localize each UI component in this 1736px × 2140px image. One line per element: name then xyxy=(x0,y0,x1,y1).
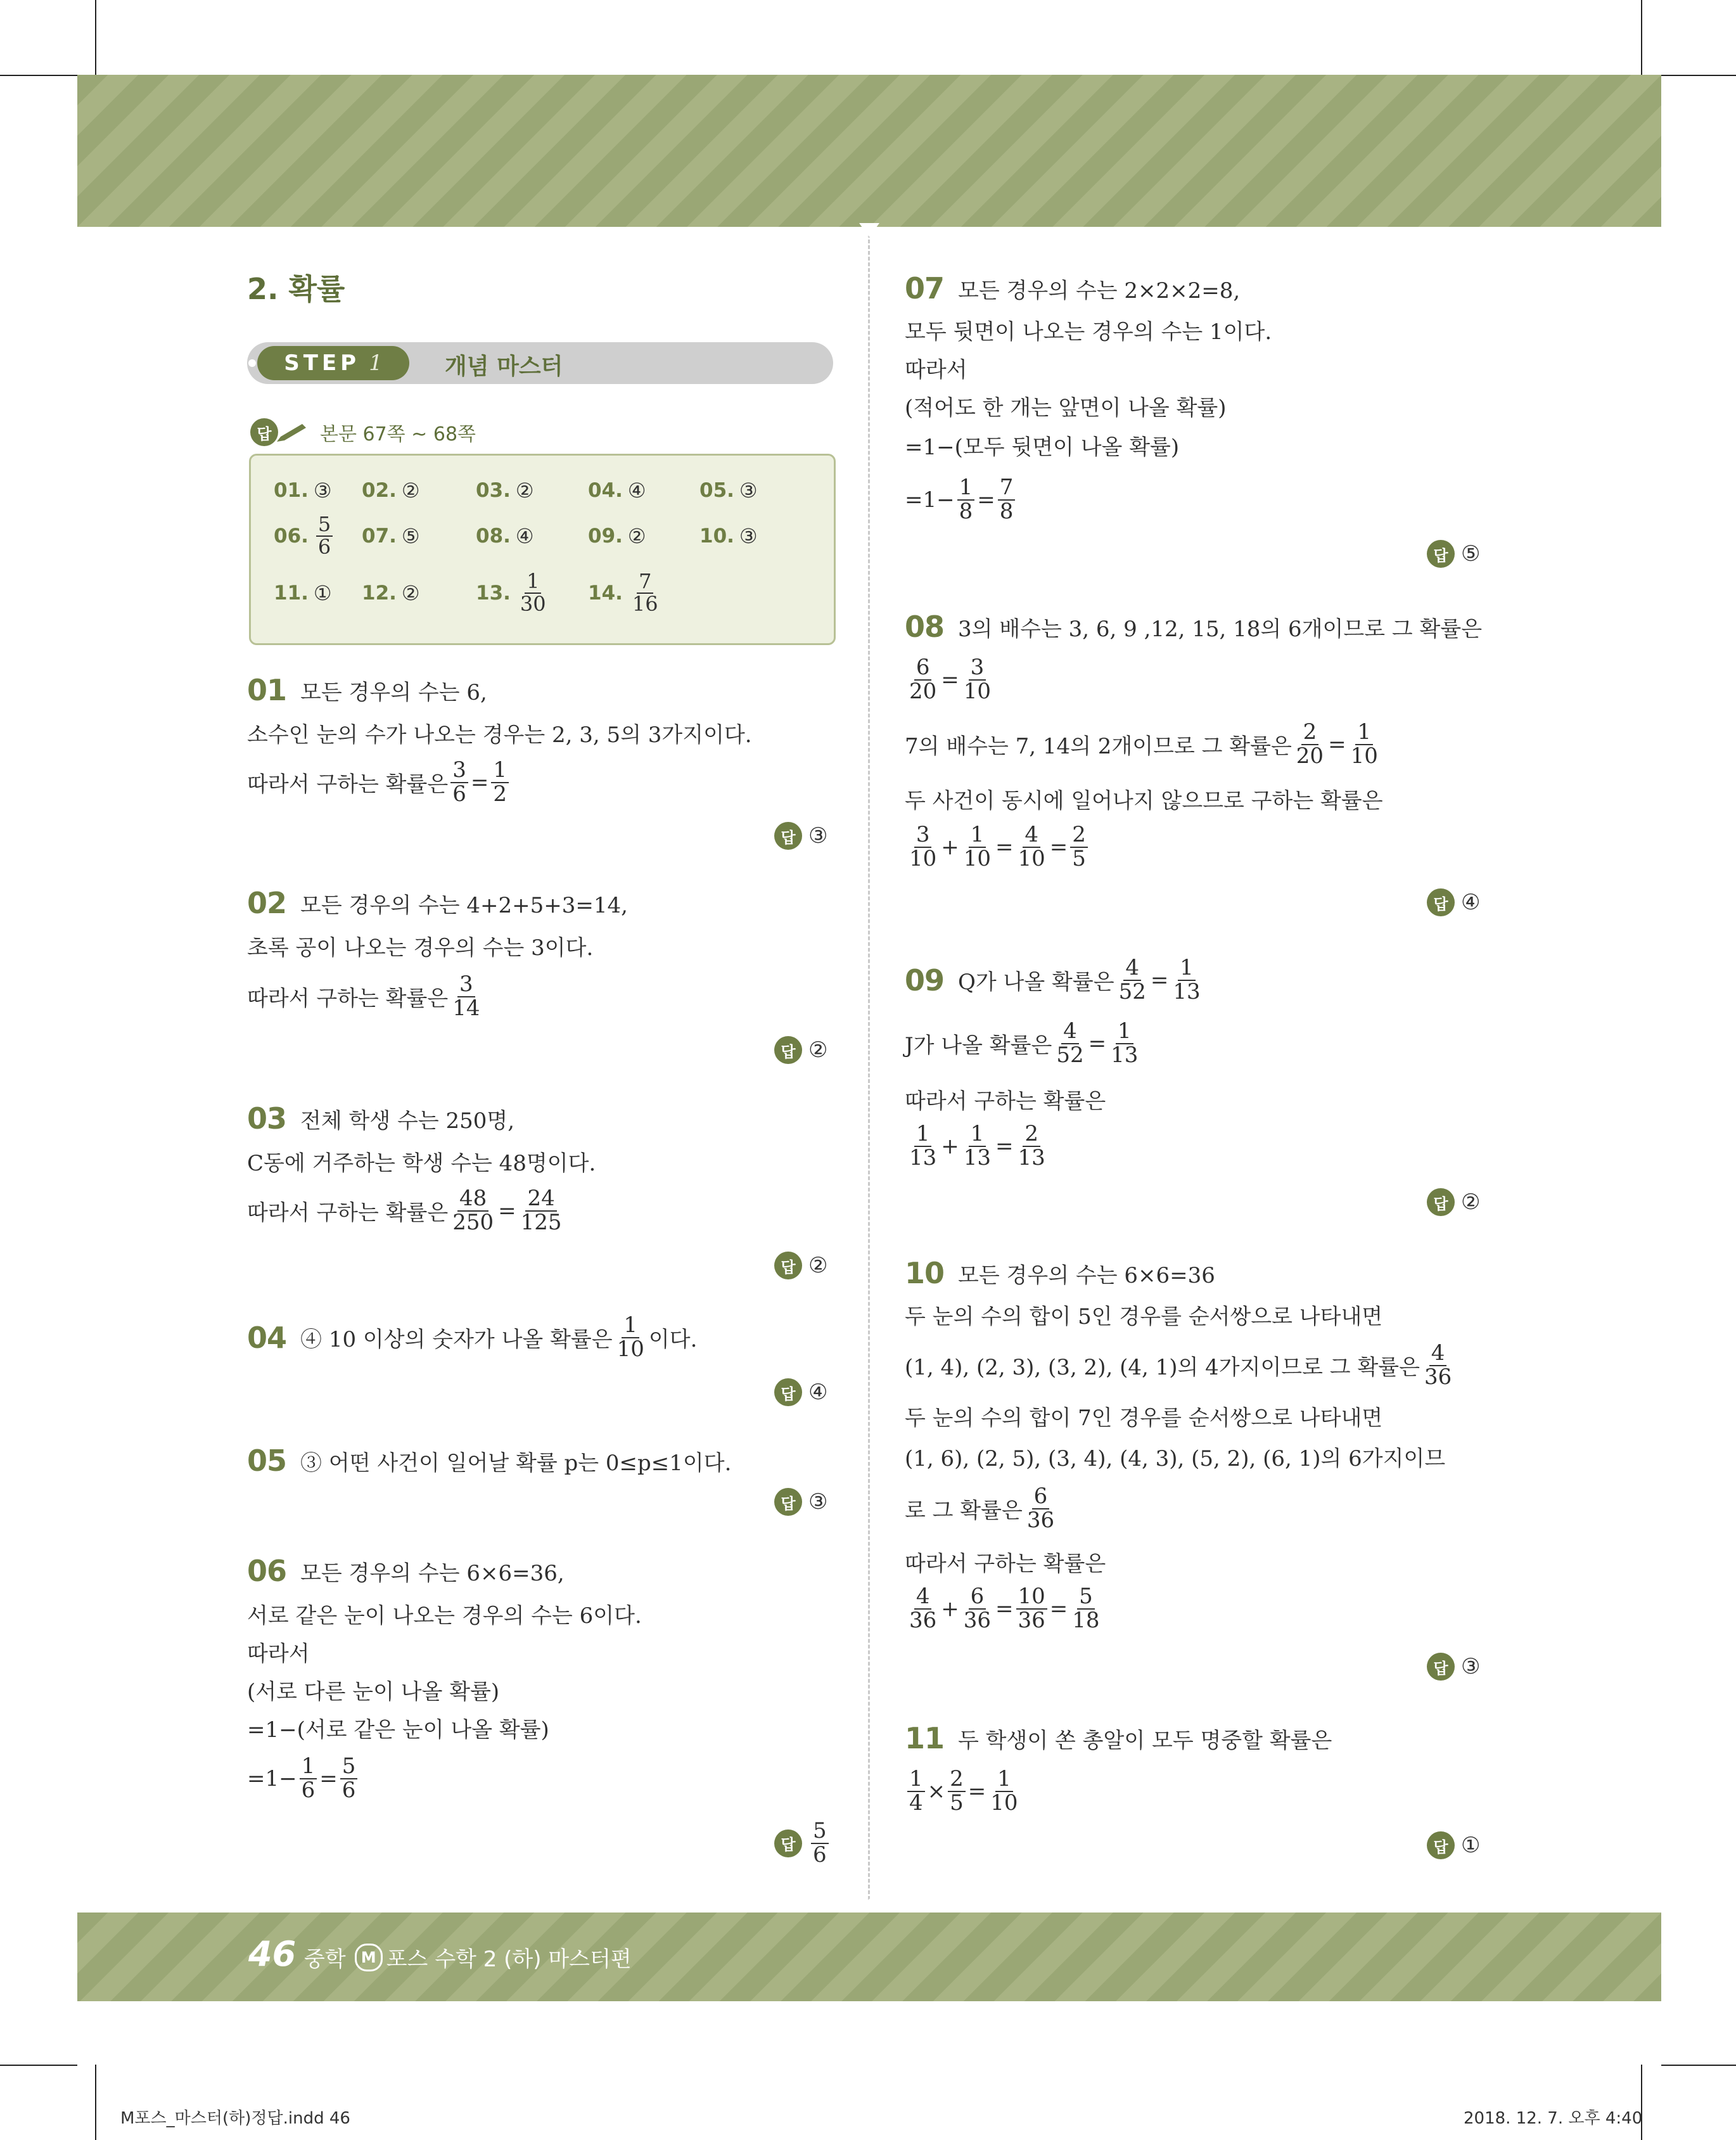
answer-mark: 답 ④ xyxy=(1427,888,1480,916)
problem-03-line: C동에 거주하는 학생 수는 48명이다. xyxy=(247,1151,596,1176)
header-band xyxy=(77,75,1661,227)
problem-01-line: 소수인 눈의 수가 나오는 경우는 2, 3, 5의 3가지이다. xyxy=(247,722,752,748)
step-number: 1 xyxy=(369,350,383,376)
problem-08-line: 7의 배수는 7, 14의 2개이므로 그 확률은 $\frac{2}{20}$ = $\frac{1}{10}$ xyxy=(905,719,1378,769)
quick-answer: 03. ② xyxy=(476,478,534,503)
problem-08-line: 08 3의 배수는 3, 6, 9 ,12, 15, 18의 6개이므로 그 확률은 xyxy=(905,610,1483,644)
column-divider xyxy=(868,228,870,1911)
step-dot xyxy=(248,359,256,367)
problem-number: 09 xyxy=(905,963,945,997)
problem-02-line: 02 모든 경우의 수는 4+2+5+3=14, xyxy=(247,886,628,920)
crop-mark xyxy=(0,2065,77,2066)
answer-mark: 답 ③ xyxy=(1427,1653,1480,1681)
problem-number: 06 xyxy=(247,1554,287,1588)
problem-04-line: 04 ④ 10 이상의 숫자가 나올 확률은 $\frac{1}{10}$ 이다. xyxy=(247,1312,698,1362)
section-title: 2. 확률 xyxy=(247,272,345,306)
problem-11-line: $\frac{1}{4}$ × $\frac{2}{5}$ = $\frac{1}{10}$ xyxy=(905,1768,1023,1814)
problem-10-line: $\frac{4}{36}$ + $\frac{6}{36}$ = $\frac{10}{36}$ = $\frac{5}{18}$ xyxy=(909,1584,1100,1633)
problem-06-line: =1− $\frac{1}{6}$ = $\frac{5}{6}$ xyxy=(247,1755,360,1802)
quick-answer: 07. ⑤ xyxy=(362,524,420,548)
answer-mark: 답 ④ xyxy=(774,1378,827,1406)
quick-answer: 05. ③ xyxy=(699,478,758,503)
problem-10-line: (1, 6), (2, 5), (3, 4), (4, 3), (5, 2), (6, 1)의 6가지이므 xyxy=(905,1446,1446,1471)
problem-03-line: 03 전체 학생 수는 250명, xyxy=(247,1101,515,1136)
book-title: 중학 M 포스 수학 2 (하) 마스터편 xyxy=(304,1942,632,1973)
problem-11-line: 11 두 학생이 쏜 총알이 모두 명중할 확률은 xyxy=(905,1721,1332,1755)
problem-06-line: (서로 다른 눈이 나올 확률) xyxy=(247,1679,500,1705)
problem-07-line: 07 모든 경우의 수는 2×2×2=8, xyxy=(905,271,1241,305)
problem-10-line: 10 모든 경우의 수는 6×6=36 xyxy=(905,1256,1215,1290)
problem-number: 04 xyxy=(247,1320,287,1355)
problem-10-line: 두 눈의 수의 합이 7인 경우를 순서쌍으로 나타내면 xyxy=(905,1406,1383,1431)
problem-02-line: 따라서 구하는 확률은 $\frac{3}{14}$ xyxy=(247,971,480,1021)
problem-09-line: J가 나올 확률은 $\frac{4}{52}$ = $\frac{1}{13}$ xyxy=(905,1018,1139,1068)
problem-09-line: 따라서 구하는 확률은 xyxy=(905,1089,1106,1114)
problem-number: 10 xyxy=(905,1256,945,1290)
answer-mark: 답 $\frac{5}{6}$ xyxy=(774,1820,831,1866)
page-range: 본문 67쪽 ~ 68쪽 xyxy=(320,423,476,445)
quick-answer: 10. ③ xyxy=(699,524,758,548)
problem-number: 02 xyxy=(247,886,287,920)
step-word: STEP xyxy=(284,350,361,376)
problem-07-line: 모두 뒷면이 나오는 경우의 수는 1이다. xyxy=(905,319,1272,345)
crop-mark xyxy=(0,75,77,76)
problem-08-line: $\frac{3}{10}$ + $\frac{1}{10}$ = $\frac{4}{10}$ = $\frac{2}{5}$ xyxy=(905,824,1090,870)
quick-answer: 01. ③ xyxy=(274,478,332,503)
answer-mark: 답 ① xyxy=(1427,1831,1480,1859)
problem-06-line: 서로 같은 눈이 나오는 경우의 수는 6이다. xyxy=(247,1603,642,1629)
problem-06-line: 따라서 xyxy=(247,1641,310,1667)
problem-09-line: 09 Q가 나올 확률은 $\frac{4}{52}$ = $\frac{1}{13}$ xyxy=(905,955,1201,1004)
answer-badge: 답 xyxy=(250,418,278,446)
problem-07-line: =1− $\frac{1}{8}$ = $\frac{7}{8}$ xyxy=(905,477,1018,523)
crop-mark xyxy=(1661,75,1736,76)
m-logo-icon: M xyxy=(355,1944,383,1971)
quick-answer: 09. ② xyxy=(588,524,646,548)
problem-05-line: 05 ③ 어떤 사건이 일어날 확률 p는 0≤p≤1이다. xyxy=(247,1444,732,1478)
problem-07-line: (적어도 한 개는 앞면이 나올 확률) xyxy=(905,395,1227,421)
problem-01-line: 따라서 구하는 확률은 $\frac{3}{6}$ = $\frac{1}{2}$ xyxy=(247,759,511,805)
problem-02-line: 초록 공이 나오는 경우의 수는 3이다. xyxy=(247,935,594,961)
answer-mark: 답 ⑤ xyxy=(1427,540,1480,568)
problem-number: 08 xyxy=(905,610,945,644)
problem-number: 07 xyxy=(905,271,945,305)
quick-answer: 08. ④ xyxy=(476,524,534,548)
problem-10-line: 두 눈의 수의 합이 5인 경우를 순서쌍으로 나타내면 xyxy=(905,1304,1383,1329)
problem-07-line: =1−(모두 뒷면이 나올 확률) xyxy=(905,435,1180,460)
quick-answer: 06. $\frac{5}{6}$ xyxy=(274,514,335,558)
answer-mark: 답 ② xyxy=(774,1252,827,1279)
print-date: 2018. 12. 7. 오후 4:40 xyxy=(1464,2109,1643,2128)
quick-answer: 11. ① xyxy=(274,581,332,605)
quick-answer: 13. $\frac{1}{30}$ xyxy=(476,569,546,616)
answer-mark: 답 ③ xyxy=(774,822,827,850)
page-reference xyxy=(250,418,476,446)
answer-mark: 답 ③ xyxy=(774,1488,827,1516)
crop-mark xyxy=(95,0,96,75)
divider-notch xyxy=(859,223,879,237)
problem-01-line: 01 모든 경우의 수는 6, xyxy=(247,673,487,707)
problem-10-line: (1, 4), (2, 3), (3, 2), (4, 1)의 4가지이므로 그 확률은 $\frac{4}{36}$ xyxy=(905,1340,1452,1390)
quick-answer: 02. ② xyxy=(362,478,420,503)
quick-answer: 12. ② xyxy=(362,581,420,605)
quick-answer: 14. $\frac{7}{16}$ xyxy=(588,569,658,616)
problem-06-line: 06 모든 경우의 수는 6×6=36, xyxy=(247,1554,565,1588)
problem-number: 11 xyxy=(905,1721,945,1755)
crop-mark xyxy=(1641,2065,1642,2140)
print-file-info: M포스_마스터(하)정답.indd 46 xyxy=(120,2109,350,2128)
crop-mark xyxy=(1661,2065,1736,2066)
pencil-icon xyxy=(274,423,312,442)
problem-09-line: $\frac{1}{13}$ + $\frac{1}{13}$ = $\frac{2}{13}$ xyxy=(909,1121,1045,1170)
crop-mark xyxy=(1641,0,1642,75)
problem-06-line: =1−(서로 같은 눈이 나올 확률) xyxy=(247,1717,549,1743)
step-bar xyxy=(247,342,833,384)
answer-mark: 답 ② xyxy=(1427,1188,1480,1216)
answer-mark: 답 ② xyxy=(774,1036,827,1064)
problem-10-line: 로 그 확률은 $\frac{6}{36}$ xyxy=(905,1483,1055,1533)
problem-number: 05 xyxy=(247,1444,287,1478)
crop-mark xyxy=(95,2065,96,2140)
problem-10-line: 따라서 구하는 확률은 xyxy=(905,1551,1106,1577)
problem-08-line: 두 사건이 동시에 일어나지 않으므로 구하는 확률은 xyxy=(905,788,1383,814)
problem-number: 01 xyxy=(247,673,287,707)
step-pill xyxy=(257,346,409,380)
problem-03-line: 따라서 구하는 확률은 $\frac{48}{250}$ = $\frac{24}{125}$ xyxy=(247,1186,562,1235)
problem-08-line: $\frac{6}{20}$ = $\frac{3}{10}$ xyxy=(909,655,992,704)
quick-answer: 04. ④ xyxy=(588,478,646,503)
problem-07-line: 따라서 xyxy=(905,357,967,383)
page-number: 46 xyxy=(248,1934,297,1974)
problem-number: 03 xyxy=(247,1101,287,1136)
divider-notch xyxy=(859,1899,879,1913)
quick-answer-box xyxy=(249,454,836,645)
step-label: 개념 마스터 xyxy=(445,354,563,380)
